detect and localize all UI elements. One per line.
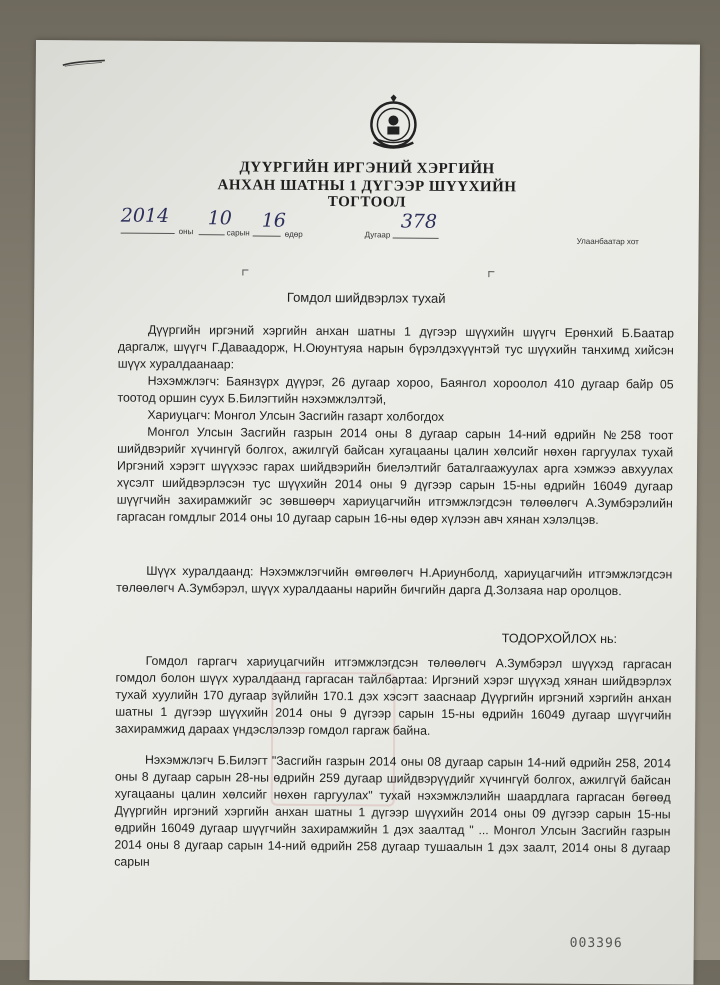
document-subject: Гомдол шийдвэрлэх тухай	[286, 289, 446, 306]
explanation-heading: ТОДОРХОЙЛОХ нь:	[501, 631, 618, 647]
corner-mark-left	[242, 269, 248, 275]
paragraph-complaint: Гомдол гаргагч хариуцагчийн итгэмжлэгдсэн төлөөлөгч А.Зумбэрэл шүүхэд гаргасан гомдол болон шүүх хуралдаанд гаргасан тайлбартаа: Иргэний хэрэг шүүхэд хянан шийдвэрлэх тухай хуулийн 170 дугаар зүйлийн 170.1 дэх хэсэгт зааснаар Дүүргийн иргэний хэргийн анхан шатны 1 дүгээр шүүхийн 2014 оны 9 дүгээр сарын 15-ны өдрийн 16049 дугаар шүүгчийн захирамжид дараах үндэслэлээр гомдол гаргаж байна.	[115, 653, 672, 738]
day-label: өдөр	[284, 229, 303, 239]
body-section-2	[116, 563, 672, 601]
number-label: Дугаар	[364, 230, 391, 240]
paragraph-intro: Дүүргийн иргэний хэргийн анхан шатны 1 дүгээр шүүхийн шүүгч Ерөнхий Б.Баатар даргалж, шүүгч Г.Даваадорж, Н.Оюунтуяа нарын бүрэлдэхүүнтэй тус шүүхийн танхимд хийсэн шүүх хуралдаанаар:	[117, 322, 675, 372]
paragraph-participants: Шүүх хуралдаанд: Нэхэмжлэгчийн өмгөөлөгч Н.Ариунболд, хариуцагчийн итгэмжлэгдсэн төлөөлөгч А.Зумбэрэл, шүүх хуралдааны нарийн бичгийн дарга Д.Золзаяа нар оролцов.	[116, 563, 673, 599]
document-type: ТОГТООЛ	[327, 194, 406, 211]
number-line	[393, 237, 439, 238]
day-line	[253, 236, 281, 237]
court-name-line2: АНХАН ШАТНЫ 1 ДҮГЭЭР ШҮҮХИЙН	[217, 177, 517, 196]
body-section-3	[114, 653, 672, 875]
month-line	[199, 234, 225, 235]
handwritten-day: 16	[261, 209, 287, 232]
year-line	[121, 233, 175, 234]
page-serial-number: 003396	[569, 935, 623, 952]
document-sheet	[29, 40, 700, 985]
body-section-1	[117, 322, 674, 530]
month-label: сарын	[226, 228, 250, 238]
year-label: оны	[178, 227, 194, 237]
paragraph-defendant: Хариуцагч: Монгол Улсын Засгийн газарт холбогдох	[147, 407, 445, 424]
state-emblem-icon	[365, 94, 421, 154]
paragraph-plaintiff: Нэхэмжлэгч: Баянзүрх дүүрэг, 26 дугаар хороо, Баянгол хороолол 410 дугаар байр 05 тоотод оршин суух Б.Билэгтийн нэхэмжлэлтэй,	[117, 373, 674, 407]
handwritten-month: 10	[207, 207, 233, 230]
handwritten-year: 2014	[120, 204, 170, 227]
corner-mark-right	[488, 271, 494, 277]
court-name-line1: ДҮҮРГИЙН ИРГЭНИЙ ХЭРГИЙН	[239, 159, 495, 178]
handwritten-number: 378	[400, 210, 438, 233]
city-label: Улаанбаатар хот	[576, 236, 639, 247]
paragraph-claim: Нэхэмжлэгч Б.Билэгт "Засгийн газрын 2014 оны 08 дугаар сарын 14-ний өдрийн 258, 2014 оны 8 дугаар сарын 28-ны өдрийн 259 дугаар шийдвэрүүдийг хүчингүй болгох, ажилгүй байсан хугацааны цалин хөлсийг нөхөн гаргуулах" тухай нэхэмжлэлийн шаардлага гаргасан бөгөөд Дүүргийн иргэний хэргийн анхан шатны 1 дүгээр шүүхийн 2014 оны 09 дүгээр сарын 15-ны өдрийн 16049 дугаар шүүгчийн захирамжийн 1 дэх заалтад " ... Монгол Улсын Засгийн газрын 2014 оны 8 дугаар сарын 14-ний өдрийн 258 дугаар тушаалын 1 дэх заалт, 2014 оны 8 дугаар сарын	[114, 752, 672, 869]
paragraph-case: Монгол Улсын Засгийн газрын 2014 оны 8 дугаар сарын 14-ний өдрийн №258 тоот шийдвэрийг хүчингүй болгох, ажилгүй байсан хугацааны цалин хөлсийг нөхөн гаргуулах тухай Иргэний хэрэгт шүүхээс гарах шийдвэрийн биелэлтийг баталгаажуулах арга хэмжээ авхуулах хүсэлт шийдвэрлэсэн тус шүүхийн 2014 оны 9 дүгээр сарын 15-ны өдрийн 16049 дугаар шүүгчийн захирамжийг эс зөвшөөрч хариуцагчийн итгэмжлэгдсэн төлөөлөгч А.Зумбэрэлийн гаргасан гомдлыг 2014 оны 10 дугаар сарын 16-ны өдөр хүлээн авч хянан хэлэлцэв.	[116, 424, 674, 527]
pen-mark	[62, 59, 106, 67]
